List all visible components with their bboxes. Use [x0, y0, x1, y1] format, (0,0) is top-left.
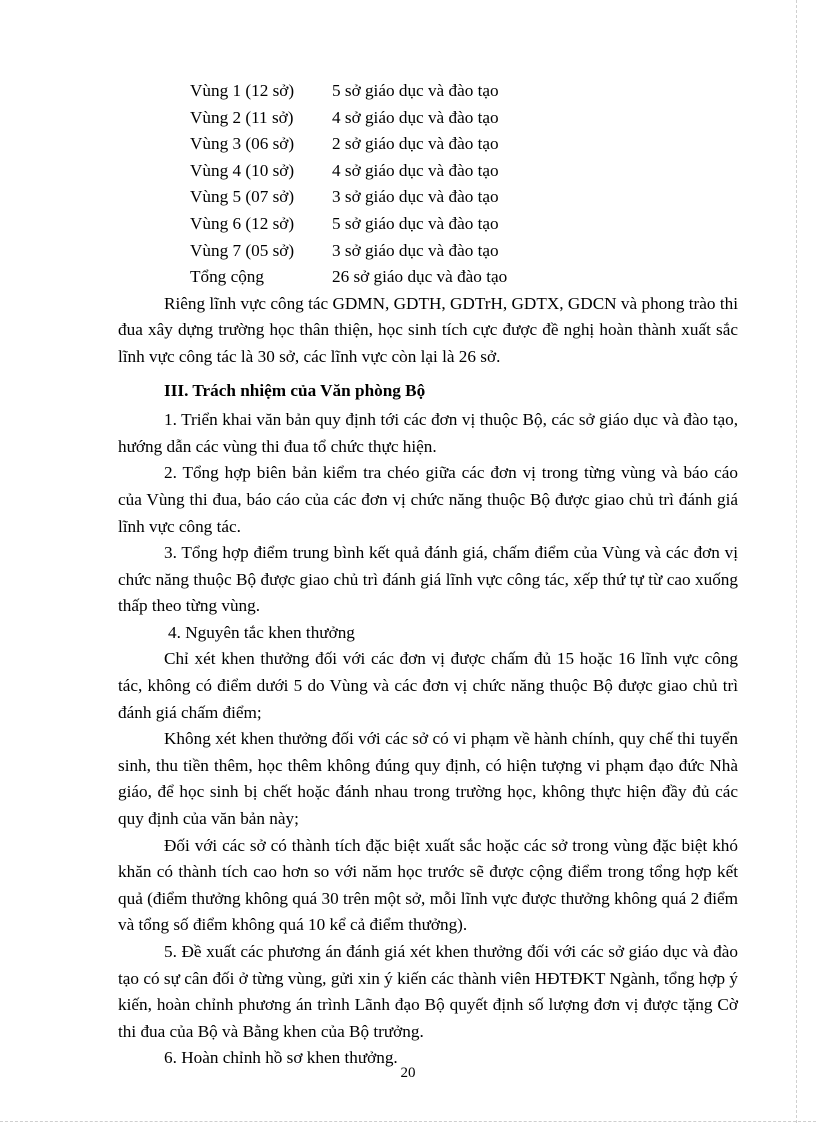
region-name: Vùng 2 (11 sở): [190, 107, 294, 127]
intro-paragraph: Riêng lĩnh vực công tác GDMN, GDTH, GDTrH, GDTX, GDCN và phong trào thi đua xây dựng trường học thân thiện, học sinh tích cực được đề nghị hoàn thành xuất sắc lĩnh vực công tác là 30 sở, các lĩnh vực còn lại là 26 sở.: [118, 293, 738, 366]
item-4-paragraph-1: Chỉ xét khen thưởng đối với các đơn vị được chấm đủ 15 hoặc 16 lĩnh vực công tác, không có điểm dưới 5 do Vùng và các đơn vị chức năng thuộc Bộ được giao chủ trì đánh giá chấm điểm;: [118, 649, 738, 722]
item-2: 2. Tổng hợp biên bản kiểm tra chéo giữa các đơn vị trong từng vùng và báo cáo của Vùng thi đua, báo cáo của các đơn vị chức năng thuộc Bộ được giao chủ trì đánh giá lĩnh vực công tác.: [118, 463, 738, 536]
region-name: Vùng 7 (05 sở): [190, 240, 295, 260]
region-name: Vùng 6 (12 sở): [190, 213, 295, 233]
region-value: 5 sở giáo dục và đào tạo: [332, 81, 499, 100]
item-5: 5. Đề xuất các phương án đánh giá xét khen thưởng đối với các sở giáo dục và đào tạo có sự cân đối ở từng vùng, gửi xin ý kiến các thành viên HĐTĐKT Ngành, tổng hợp ý kiến, hoàn chỉnh phương án trình Lãnh đạo Bộ quyết định số lượng đơn vị được tặng Cờ thi đua của Bộ và Bằng khen của Bộ trưởng.: [118, 942, 738, 1041]
region-name: Tổng cộng: [190, 267, 264, 287]
region-value: 5 sở giáo dục và đào tạo: [332, 213, 499, 233]
region-row: [190, 211, 738, 238]
region-row: [190, 78, 738, 105]
item-4-paragraph-2: Không xét khen thưởng đối với các sở có vi phạm về hành chính, quy chế thi tuyển sinh, thu tiền thêm, học thêm không đúng quy định, có hiện tượng vi phạm đạo đức Nhà giáo, để học sinh bị chết hoặc đánh nhau trong trường học, không thực hiện đầy đủ các quy định của văn bản này;: [118, 729, 738, 829]
item-6: 6. Hoàn chỉnh hồ sơ khen thưởng.: [164, 1048, 398, 1068]
region-name: Vùng 4 (10 sở): [190, 160, 295, 180]
region-value: 4 sở giáo dục và đào tạo: [332, 160, 499, 180]
page-number: 20: [400, 1065, 416, 1081]
region-name: Vùng 5 (07 sở): [190, 187, 295, 207]
region-value: 2 sở giáo dục và đào tạo: [332, 134, 499, 154]
region-value: 3 sở giáo dục và đào tạo: [332, 240, 499, 260]
region-value: 4 sở giáo dục và đào tạo: [332, 107, 499, 127]
item-4-title: 4. Nguyên tắc khen thưởng: [168, 622, 355, 642]
item-3: 3. Tổng hợp điểm trung bình kết quả đánh giá, chấm điểm của Vùng và các đơn vị chức năng thuộc Bộ được giao chủ trì đánh giá lĩnh vực công tác, xếp thứ tự từ cao xuống thấp theo từng vùng.: [118, 543, 738, 616]
page-edge-right: [796, 0, 797, 1123]
region-table: [190, 78, 738, 291]
region-row: [190, 131, 738, 158]
region-total-row: [190, 264, 738, 291]
region-value: 26 sở giáo dục và đào tạo: [332, 267, 508, 287]
region-name: Vùng 3 (06 sở): [190, 134, 295, 154]
item-1: 1. Triển khai văn bản quy định tới các đơn vị thuộc Bộ, các sở giáo dục và đào tạo, hướng dẫn các vùng thi đua tổ chức thực hiện.: [118, 410, 738, 456]
region-row: [190, 158, 738, 185]
item-4-paragraph-3: Đối với các sở có thành tích đặc biệt xuất sắc hoặc các sở trong vùng đặc biệt khó khăn có thành tích cao hơn so với năm học trước sẽ được cộng điểm trong tổng hợp kết quả (điểm thưởng không quá 30 trên một sở, mỗi lĩnh vực được thưởng không quá 2 điểm và tổng số điểm không quá 10 kể cả điểm thưởng).: [118, 835, 738, 935]
region-row: [190, 105, 738, 132]
region-row: [190, 184, 738, 211]
region-row: [190, 238, 738, 265]
region-value: 3 sở giáo dục và đào tạo: [332, 187, 499, 207]
region-name: Vùng 1 (12 sở): [190, 81, 295, 100]
document-body: [118, 78, 738, 1072]
page-edge-bottom: [0, 1121, 816, 1122]
section-heading: III. Trách nhiệm của Văn phòng Bộ: [164, 380, 426, 400]
